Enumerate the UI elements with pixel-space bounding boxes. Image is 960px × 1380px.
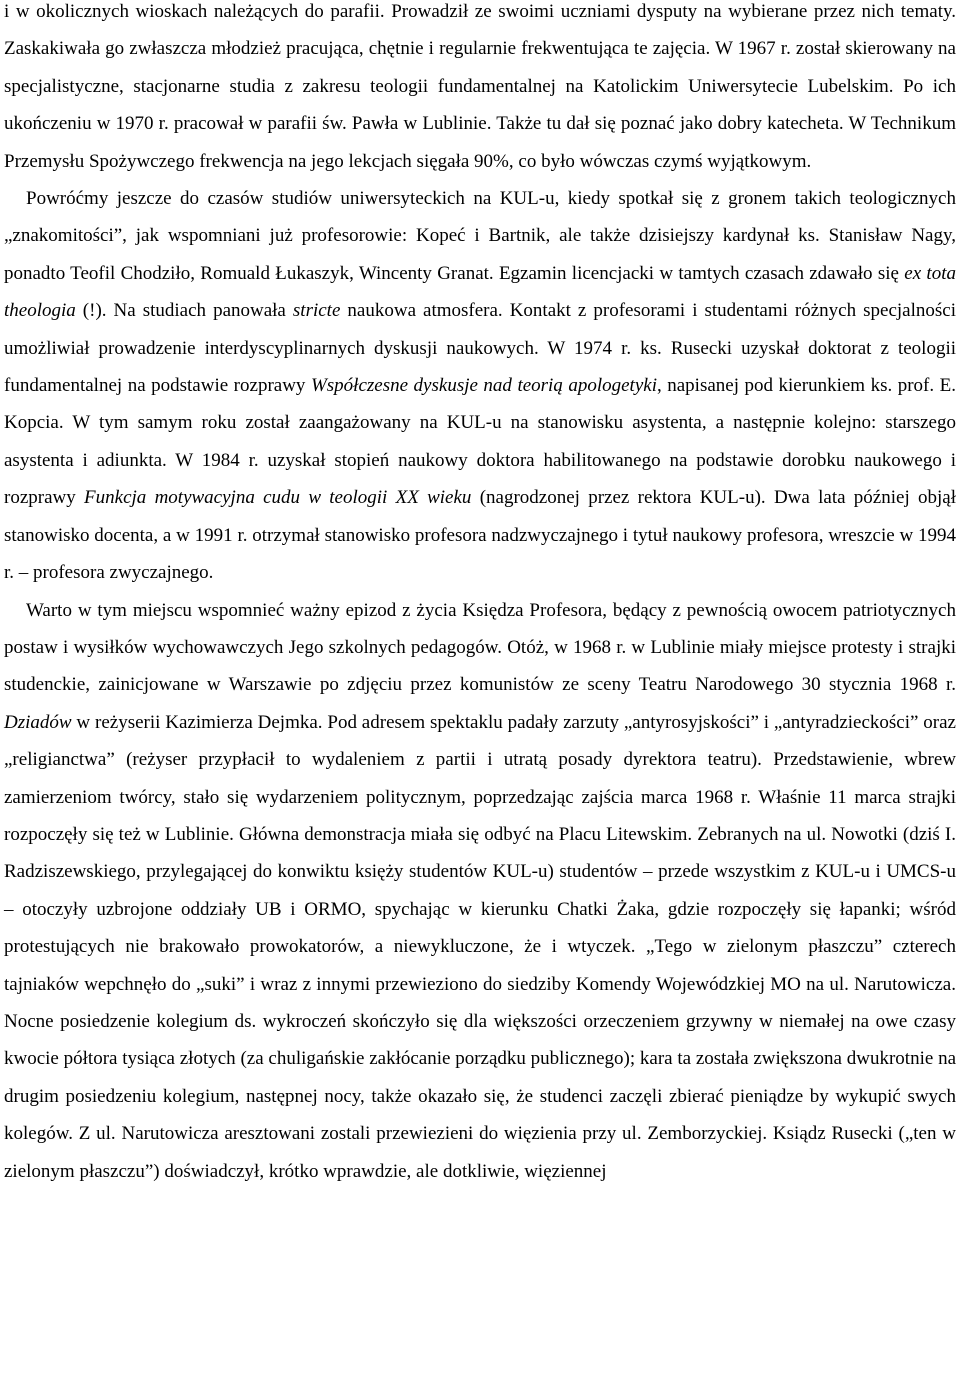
paragraph-text: w reżyserii Kazimierza Dejmka. Pod adresem spektaklu padały zarzuty „antyrosyjskości” i „antyradzieckości” oraz „religianctwa” (reżyser przypłacił to wydaleniem z partii i utratą posady dyrektora teatru). Przedstawienie, wbrew zamierzeniom twórcy, stało się wydarzeniem politycznym, poprzedzając zajścia marca 1968 r. Właśnie 11 marca strajki rozpoczęły się też w Lublinie. Główna demonstracja miała się odbyć na Placu Litewskim. Zebranych na ul. Nowotki (dziś I. Radziszewskiego, przylegającej do konwiktu księży studentów KUL-u) studentów – przede wszystkim z KUL-u i UMCS-u – otoczyły uzbrojone oddziały UB i ORMO, spychając w kierunku Chatki Żaka, gdzie rozpoczęły się łapanki; wśród protestujących nie brakowało prowokatorów, a niewykluczone, że i wtyczek. „Tego w zielonym płaszczu” czterech tajniaków wepchnęło do „suki” i wraz z innymi przewieziono do siedziby Komendy Wojewódzkiej MO na ul. Narutowicza. Nocne posiedzenie kolegium ds. wykroczeń skończyło się dla większości orzeczeniem grzywny w niemałej na owe czasy kwocie półtora tysiąca złotych (za chuligańskie zakłócanie porządku publicznego); kara ta została zwiększona dwukrotnie na drugim posiedzeniu kolegium, następnej nocy, także okazało się, że studenci zaczęli zbierać pieniądze by wykupić swych kolegów. Z ul. Narutowicza aresztowani zostali przewiezieni do więzienia przy ul. Zemborzyckiej. Ksiądz Rusecki („ten w zielonym płaszczu”) doświadczył, krótko wprawdzie, ale dotkliwie, więziennej	[4, 711, 956, 1182]
paragraph-text: (!). Na studiach panowała	[75, 300, 293, 322]
document-page	[4, 0, 956, 1190]
italic-text: stricte	[292, 300, 341, 322]
paragraph-text: i w okolicznych wioskach należących do parafii. Prowadził ze swoimi uczniami dysputy na wybierane przez nich tematy. Zaskakiwała go zwłaszcza młodzież pracująca, chętnie i regularnie frekwentująca te zajęcia. W 1967 r. został skierowany na specjalistyczne, stacjonarne studia z zakresu teologii fundamentalnej na Katolickim Uniwersytecie Lubelskim. Po ich ukończeniu w 1970 r. pracował w parafii św. Pawła w Lublinie. Także tu dał się poznać jako dobry katecheta. W Technikum Przemysłu Spożywczego frekwencja na jego lekcjach sięgała 90%, co było wówczas czymś wyjątkowym.	[4, 1, 956, 172]
italic-text: ex tota theologia	[4, 262, 956, 322]
paragraph-text: naukowa atmosfera. Kontakt z profesorami i studentami różnych specjalności umożliwiał prowadzenie interdyscyplinarnych dyskusji naukowych. W 1974 r. ks. Rusecki uzyskał doktorat z teologii fundamentalnej na podstawie rozprawy	[4, 300, 956, 397]
italic-text: Współczesne dyskusje nad teorią apologetyki	[310, 375, 657, 397]
paragraph-text: , napisanej pod kierunkiem ks. prof. E. Kopcia. W tym samym roku został zaangażowany na KUL-u na stanowisku asystenta, a następnie kolejno: starszego asystenta i adiunkta. W 1984 r. uzyskał stopień naukowy doktora habilitowanego na podstawie dorobku naukowego i rozprawy	[4, 375, 956, 509]
italic-text: Dziadów	[4, 711, 72, 733]
paragraph-text: (nagrodzonej przez rektora KUL-u). Dwa lata później objął stanowisko docenta, a w 1991 r. otrzymał stanowisko profesora nadzwyczajnego i tytuł naukowy profesora, wreszcie w 1994 r. – profesora zwyczajnego.	[4, 487, 957, 584]
body-paragraph	[4, 0, 956, 180]
body-paragraph	[4, 180, 956, 591]
body-paragraph	[4, 592, 956, 1191]
italic-text: Funkcja motywacyjna cudu w teologii XX wieku	[84, 487, 472, 509]
paragraph-text: Powróćmy jeszcze do czasów studiów uniwersyteckich na KUL-u, kiedy spotkał się z gronem takich teologicznych „znakomitości”, jak wspomniani już profesorowie: Kopeć i Bartnik, ale także dzisiejszy kardynał ks. Stanisław Nagy, ponadto Teofil Chodziło, Romuald Łukaszyk, Wincenty Granat. Egzamin licencjacki w tamtych czasach zdawało się	[4, 188, 956, 284]
paragraph-text: Warto w tym miejscu wspomnieć ważny epizod z życia Księdza Profesora, będący z pewnością owocem patriotycznych postaw i wysiłków wychowawczych Jego szkolnych pedagogów. Otóż, w 1968 r. w Lublinie miały miejsce protesty i strajki studenckie, zainicjowane w Warszawie po zdjęciu przez komunistów ze sceny Teatru Narodowego 30 stycznia 1968 r.	[4, 599, 956, 696]
